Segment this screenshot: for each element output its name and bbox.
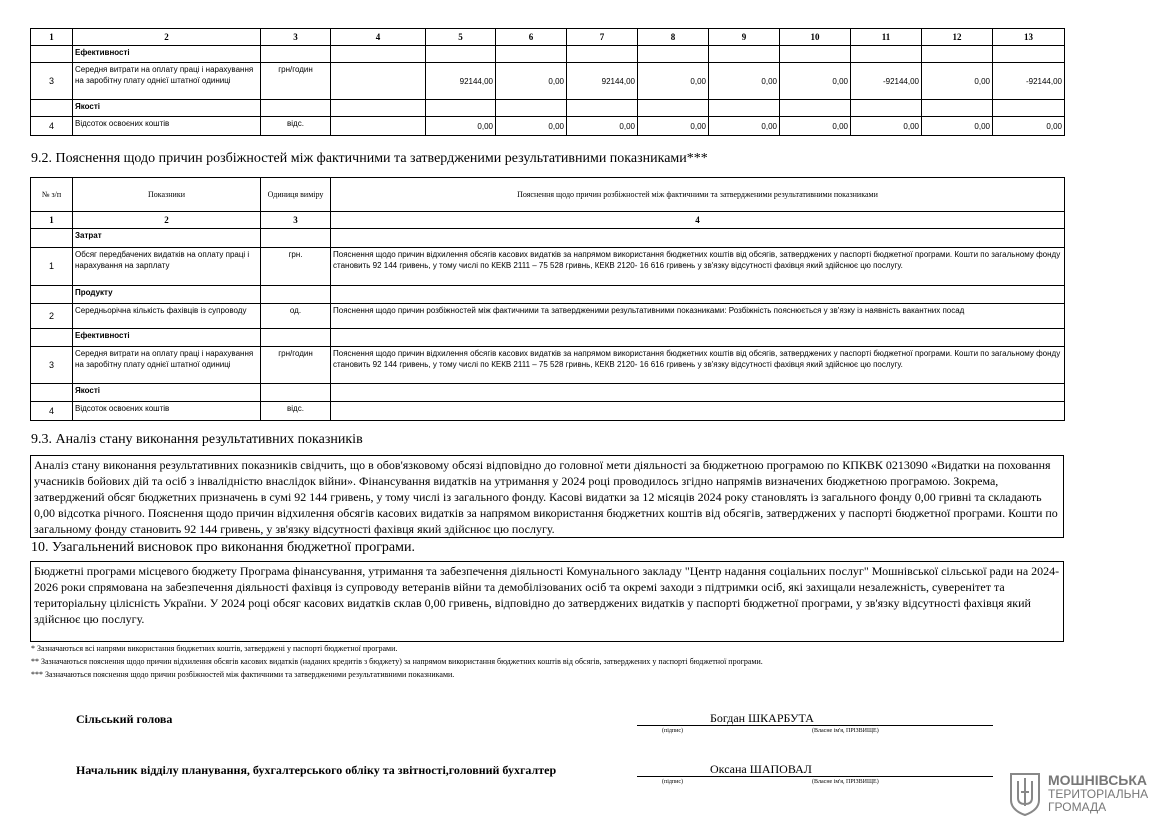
conclusion-text-box: Бюджетні програми місцевого бюджету Програма фінансування, утримання та забезпечення діяльності Комунального закладу "Центр надання соціальних послуг" Мошнівської сільської ради на 2024-2026 роки спрямована на забезпечення діяльності фахівця із супроводу ветеранів війни та демобілізованих осіб та окремі заходи з підтримки осіб, які захищали незалежність, суверенітет та територіальну цілісність України. У 2024 році обсяг касових видатків склав 0,00 гривень, відповідно до затверджених видатків у паспорті бюджетної програми, у зв'язку відсутності фахівця який здійснює цю послугу. bbox=[30, 561, 1064, 642]
group-label-product: Продукту bbox=[73, 286, 261, 304]
section-9-3-title: 9.3. Аналіз стану виконання результативних показників bbox=[31, 432, 363, 447]
accountant-caption-sign: (підпис) bbox=[662, 779, 684, 785]
head-title: Сільський голова bbox=[76, 712, 173, 726]
row-number: 4 bbox=[31, 402, 73, 421]
col-number: 12 bbox=[922, 29, 993, 46]
table-row bbox=[31, 347, 1065, 384]
group-row bbox=[31, 384, 1065, 402]
header-explanation: Пояснення щодо причин розбіжностей між фактичними та затвердженими результативними показниками bbox=[331, 178, 1065, 212]
col-number: 8 bbox=[638, 29, 709, 46]
analysis-text-box: Аналіз стану виконання результативних показників свідчить, що в обов'язковому обсязі відповідно до головної мети діяльності за бюджетною програмою по КПКВК 0213090 «Видатки на поховання учасників бойових дій та осіб з інвалідністю внаслідок війни». Фінансування видатків на утримання у 2024 році проводилось згідно напрямів визначених бюджетною програмою. Зокрема, затверджений обсяг бюджетних призначень в сумі 92 144 гривень, у тому числі із загального фонду. Касові видатки за 12 місяців 2024 року становлять із загального фонду 0,00 гривні та складають 0,00 відсотка річного. Пояснення щодо причин відхилення обсягів касових видатків за напрямом використання бюджетних коштів від обсягів, затверджених у паспорті бюджетної програми. Кошти по загальному фонду становить 92 144 гривень, у зв'язку відсутності фахівця який здійснює цю послугу. bbox=[30, 455, 1064, 538]
head-signature-line bbox=[637, 725, 993, 726]
discrepancy-explanations-table bbox=[30, 177, 1065, 421]
col-number: 6 bbox=[496, 29, 567, 46]
col-number: 2 bbox=[73, 29, 261, 46]
row-number: 3 bbox=[31, 63, 73, 100]
explanation-text bbox=[331, 402, 1065, 421]
value-cell: 0,00 bbox=[922, 117, 993, 136]
table-row bbox=[31, 402, 1065, 421]
group-label-quality: Якості bbox=[73, 100, 261, 117]
head-name: Богдан ШКАРБУТА bbox=[710, 711, 814, 725]
header-num: № з/п bbox=[31, 178, 73, 212]
group-label-costs: Затрат bbox=[73, 229, 261, 248]
group-row bbox=[31, 46, 1065, 63]
value-cell: 0,00 bbox=[780, 117, 851, 136]
group-row bbox=[31, 286, 1065, 304]
group-label-quality: Якості bbox=[73, 384, 261, 402]
group-row bbox=[31, 329, 1065, 347]
logo-line-2: ТЕРИТОРІАЛЬНА bbox=[1048, 787, 1149, 801]
trident-emblem-icon bbox=[1008, 772, 1042, 816]
indicator-name: Середня витрати на оплату праці і нарахування на заробітну плату однієї штатної одиниці bbox=[73, 347, 261, 384]
head-caption-sign: (підпис) bbox=[662, 728, 684, 734]
accountant-name: Оксана ШАПОВАЛ bbox=[710, 762, 812, 776]
col-number: 1 bbox=[31, 29, 73, 46]
col-number: 3 bbox=[261, 29, 331, 46]
group-row bbox=[31, 229, 1065, 248]
header-unit: Одиниця виміру bbox=[261, 178, 331, 212]
indicator-name: Обсяг передбачених видатків на оплату праці і нарахування на зарплату bbox=[73, 248, 261, 286]
value-cell: 0,00 bbox=[709, 117, 780, 136]
value-cell: 0,00 bbox=[922, 63, 993, 100]
column-numbers-row bbox=[31, 29, 1065, 46]
indicator-unit: грн/годин bbox=[261, 347, 331, 384]
table-row bbox=[31, 248, 1065, 286]
col-number: 9 bbox=[709, 29, 780, 46]
footnote: * Зазначаються всі напрями використання бюджетних коштів, затверджені у паспорті бюджетної програми. bbox=[31, 644, 398, 653]
value-cell: 0,00 bbox=[851, 117, 922, 136]
indicator-unit: од. bbox=[261, 304, 331, 329]
logo-line-3: ГРОМАДА bbox=[1048, 800, 1107, 814]
accountant-caption-name: (Власне ім'я, ПРІЗВИЩЕ) bbox=[812, 779, 879, 785]
table-row bbox=[31, 117, 1065, 136]
indicators-table-continuation bbox=[30, 28, 1065, 136]
col-number: 7 bbox=[567, 29, 638, 46]
col-number: 10 bbox=[780, 29, 851, 46]
col-number: 3 bbox=[261, 212, 331, 229]
value-cell: 92144,00 bbox=[426, 63, 496, 100]
indicator-unit: відс. bbox=[261, 402, 331, 421]
value-cell: 0,00 bbox=[993, 117, 1065, 136]
footnote: ** Зазначаються пояснення щодо причин відхилення обсягів касових видатків (наданих кредитів з бюджету) за напрямом використання бюджетних коштів від обсягів, затверджених у паспорті бюджетної програми. bbox=[31, 657, 763, 666]
row-number: 1 bbox=[31, 248, 73, 286]
explanation-text: Пояснення щодо причин розбіжностей між фактичними та затвердженими результативними показниками: Розбіжність пояснюється у зв'язку із наявність вакантних посад bbox=[331, 304, 1065, 329]
group-row bbox=[31, 100, 1065, 117]
indicator-unit: грн. bbox=[261, 248, 331, 286]
value-cell: 0,00 bbox=[638, 117, 709, 136]
table-row bbox=[31, 63, 1065, 100]
value-cell: 92144,00 bbox=[567, 63, 638, 100]
value-cell: 0,00 bbox=[638, 63, 709, 100]
col-number: 11 bbox=[851, 29, 922, 46]
value-cell: 0,00 bbox=[496, 117, 567, 136]
indicator-name: Відсоток освоєних коштів bbox=[73, 402, 261, 421]
col-number: 2 bbox=[73, 212, 261, 229]
community-logo bbox=[1008, 772, 1158, 820]
row-number: 3 bbox=[31, 347, 73, 384]
accountant-title: Начальник відділу планування, бухгалтерського обліку та звітності,головний бухгалтер bbox=[76, 763, 557, 777]
header-row bbox=[31, 178, 1065, 212]
table-row bbox=[31, 304, 1065, 329]
indicator-name: Середньорічна кількість фахівців із супроводу bbox=[73, 304, 261, 329]
value-cell: 0,00 bbox=[567, 117, 638, 136]
explanation-text: Пояснення щодо причин відхилення обсягів касових видатків за напрямом використання бюджетних коштів від обсягів, затверджених у паспорті бюджетної програми. Кошти по загальному фонду становить 92 144 гривень, у тому числі по КЕКВ 2111 – 75 528 гривнь, КЕКВ 2120- 16 616 гривень у зв'язку відсутності фахівця який здійснює цю послугу. bbox=[331, 347, 1065, 384]
footnote: *** Зазначаються пояснення щодо причин розбіжностей між фактичними та затвердженими результативними показниками. bbox=[31, 670, 455, 679]
header-indicators: Показники bbox=[73, 178, 261, 212]
group-label-efficiency: Ефективності bbox=[73, 329, 261, 347]
indicator-unit: грн/годин bbox=[261, 63, 331, 100]
value-cell: 0,00 bbox=[709, 63, 780, 100]
indicator-name: Середня витрати на оплату праці і нарахування на заробітну плату однієї штатної одиниці bbox=[73, 63, 261, 100]
explanation-text: Пояснення щодо причин відхилення обсягів касових видатків за напрямом використання бюджетних коштів від обсягів, затверджених у паспорті бюджетної програми. Кошти по загальному фонду становить 92 144 гривень, у тому числі по КЕКВ 2111 – 75 528 гривнь, КЕКВ 2120- 16 616 гривень у зв'язку відсутності фахівця який здійснює цю послугу. bbox=[331, 248, 1065, 286]
indicator-unit: відс. bbox=[261, 117, 331, 136]
row-number: 4 bbox=[31, 117, 73, 136]
value-cell: -92144,00 bbox=[851, 63, 922, 100]
value-cell: 0,00 bbox=[496, 63, 567, 100]
indicator-name: Відсоток освоєних коштів bbox=[73, 117, 261, 136]
col-number: 1 bbox=[31, 212, 73, 229]
group-label-efficiency: Ефективності bbox=[73, 46, 261, 63]
col-number: 4 bbox=[331, 29, 426, 46]
section-10-title: 10. Узагальнений висновок про виконання бюджетної програми. bbox=[31, 540, 415, 555]
column-numbers-row bbox=[31, 212, 1065, 229]
col-number: 5 bbox=[426, 29, 496, 46]
col-number: 13 bbox=[993, 29, 1065, 46]
col-number: 4 bbox=[331, 212, 1065, 229]
accountant-signature-line bbox=[637, 776, 993, 777]
logo-line-1: МОШНІВСЬКА bbox=[1048, 772, 1148, 788]
value-cell: 0,00 bbox=[780, 63, 851, 100]
section-9-2-title: 9.2. Пояснення щодо причин розбіжностей між фактичними та затвердженими результативними показниками*** bbox=[31, 151, 708, 166]
row-number: 2 bbox=[31, 304, 73, 329]
head-caption-name: (Власне ім'я, ПРІЗВИЩЕ) bbox=[812, 728, 879, 734]
value-cell: -92144,00 bbox=[993, 63, 1065, 100]
value-cell: 0,00 bbox=[426, 117, 496, 136]
